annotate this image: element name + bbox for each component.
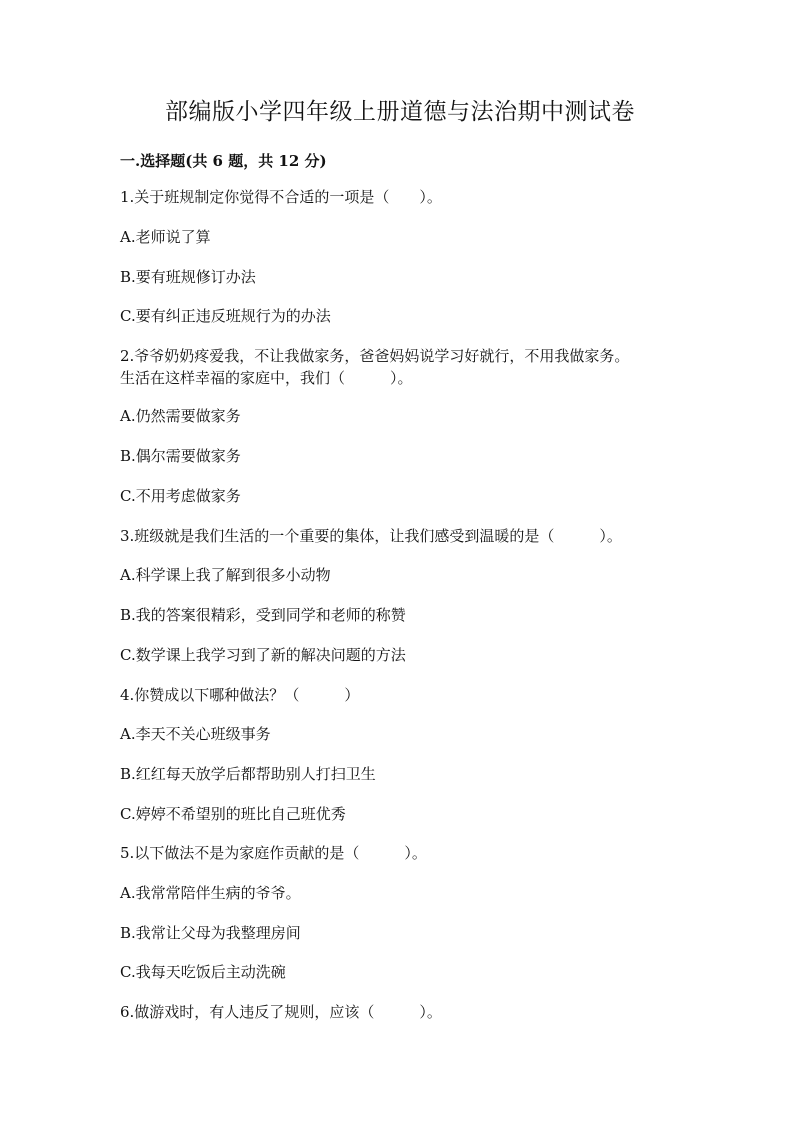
question-2-option-c: C.不用考虑做家务: [120, 487, 241, 505]
question-2-stem-line-2: 生活在这样幸福的家庭中，我们（ ）。: [120, 369, 413, 387]
question-4-option-a: A.李天不关心班级事务: [120, 725, 271, 743]
question-3-option-c: C.数学课上我学习到了新的解决问题的方法: [120, 646, 406, 664]
question-1-option-b: B.要有班规修订办法: [120, 268, 256, 286]
question-2-option-b: B.偶尔需要做家务: [120, 447, 241, 465]
question-3-stem: 3.班级就是我们生活的一个重要的集体，让我们感受到温暖的是（ ）。: [120, 527, 622, 545]
question-5-option-b: B.我常让父母为我整理房间: [120, 924, 301, 942]
question-4-option-b: B.红红每天放学后都帮助别人打扫卫生: [120, 765, 376, 783]
question-5-option-a: A.我常常陪伴生病的爷爷。: [120, 884, 301, 902]
question-5-option-c: C.我每天吃饭后主动洗碗: [120, 963, 286, 981]
question-3-option-a: A.科学课上我了解到很多小动物: [120, 566, 331, 584]
question-1-option-a: A.老师说了算: [120, 228, 211, 246]
question-4-stem: 4.你赞成以下哪种做法？（ ）: [120, 686, 360, 704]
section-heading: 一.选择题(共 6 题，共 12 分): [120, 152, 327, 170]
question-5-stem: 5.以下做法不是为家庭作贡献的是（ ）。: [120, 844, 427, 862]
question-1-option-c: C.要有纠正违反班规行为的办法: [120, 307, 331, 325]
question-6-stem: 6.做游戏时，有人违反了规则，应该（ ）。: [120, 1003, 442, 1021]
question-2-stem-line-1: 2.爷爷奶奶疼爱我，不让我做家务，爸爸妈妈说学习好就行，不用我做家务。: [120, 347, 630, 365]
question-4-option-c: C.婷婷不希望别的班比自己班优秀: [120, 805, 346, 823]
question-2-option-a: A.仍然需要做家务: [120, 407, 241, 425]
page-title: 部编版小学四年级上册道德与法治期中测试卷: [165, 99, 635, 125]
question-3-option-b: B.我的答案很精彩，受到同学和老师的称赞: [120, 606, 406, 624]
question-1-stem: 1.关于班规制定你觉得不合适的一项是（ ）。: [120, 188, 442, 206]
